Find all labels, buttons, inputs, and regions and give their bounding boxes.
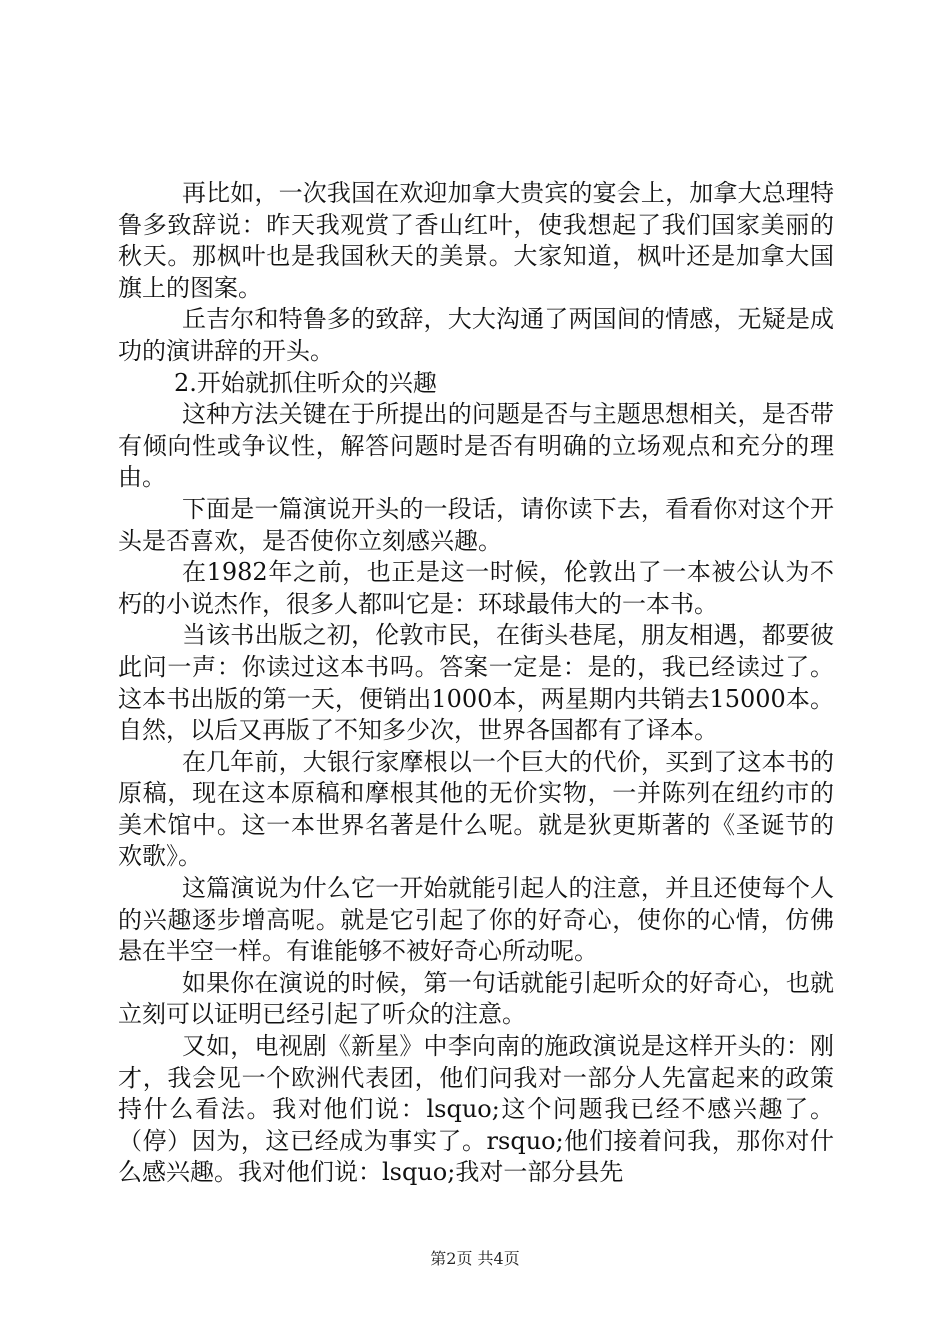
section-heading: 2.开始就抓住听众的兴趣 <box>174 368 437 397</box>
paragraph-curiosity: 这篇演说为什么它一开始就能引起人的注意，并且还使每个人的兴趣逐步增高呢。就是它引起了你的好奇心，使你的心情，仿佛悬在半空一样。有谁能够不被好奇心所动呢。 <box>118 874 834 966</box>
paragraph-xinxing-example: 又如，电视剧《新星》中李向南的施政演说是这样开头的：刚才，我会见一个欧洲代表团，他们问我对一部分人先富起来的政策持什么看法。我对他们说：lsquo;这个问题我已经不感兴趣了。（停）因为，这已经成为事实了。rsquo;他们接着问我，那你对什么感兴趣。我对他们说：lsquo;我对一部分县先 <box>118 1032 834 1187</box>
paragraph-book-sales: 当该书出版之初，伦敦市民，在街头巷尾，朋友相遇，都要彼此问一声：你读过这本书吗。答案一定是：是的，我已经读过了。这本书出版的第一天，便销出1000本，两星期内共销去15000本。自然，以后又再版了不知多少次，世界各国都有了译本。 <box>118 621 834 745</box>
paragraph-method-key: 这种方法关键在于所提出的问题是否与主题思想相关，是否带有倾向性或争议性，解答问题时是否有明确的立场观点和充分的理由。 <box>118 400 834 492</box>
paragraph-example-intro: 下面是一篇演说开头的一段话，请你读下去，看看你对这个开头是否喜欢，是否使你立刻感兴趣。 <box>118 494 834 555</box>
page-footer: 第2页 共4页 <box>430 1249 520 1268</box>
document-body <box>118 178 834 1189</box>
paragraph-morgan-manuscript: 在几年前，大银行家摩根以一个巨大的代价，买到了这本书的原稿，现在这本原稿和摩根其他的无价实物，一并陈列在纽约市的美术馆中。这一本世界名著是什么呢。就是狄更斯著的《圣诞节的欢歌》。 <box>118 747 834 871</box>
paragraph-speech-summary: 丘吉尔和特鲁多的致辞，大大沟通了两国间的情感，无疑是成功的演讲辞的开头。 <box>118 305 834 365</box>
paragraph-london-book: 在1982年之前，也正是这一时候，伦敦出了一本被公认为不朽的小说杰作，很多人都叫它是：环球最伟大的一本书。 <box>118 558 834 618</box>
paragraph-trudeau-speech: 再比如，一次我国在欢迎加拿大贵宾的宴会上，加拿大总理特鲁多致辞说：昨天我观赏了香山红叶，使我想起了我们国家美丽的秋天。那枫叶也是我国秋天的美景。大家知道，枫叶还是加拿大国旗上的图案。 <box>118 179 834 302</box>
paragraph-first-sentence: 如果你在演说的时候，第一句话就能引起听众的好奇心，也就立刻可以证明已经引起了听众的注意。 <box>118 968 834 1029</box>
